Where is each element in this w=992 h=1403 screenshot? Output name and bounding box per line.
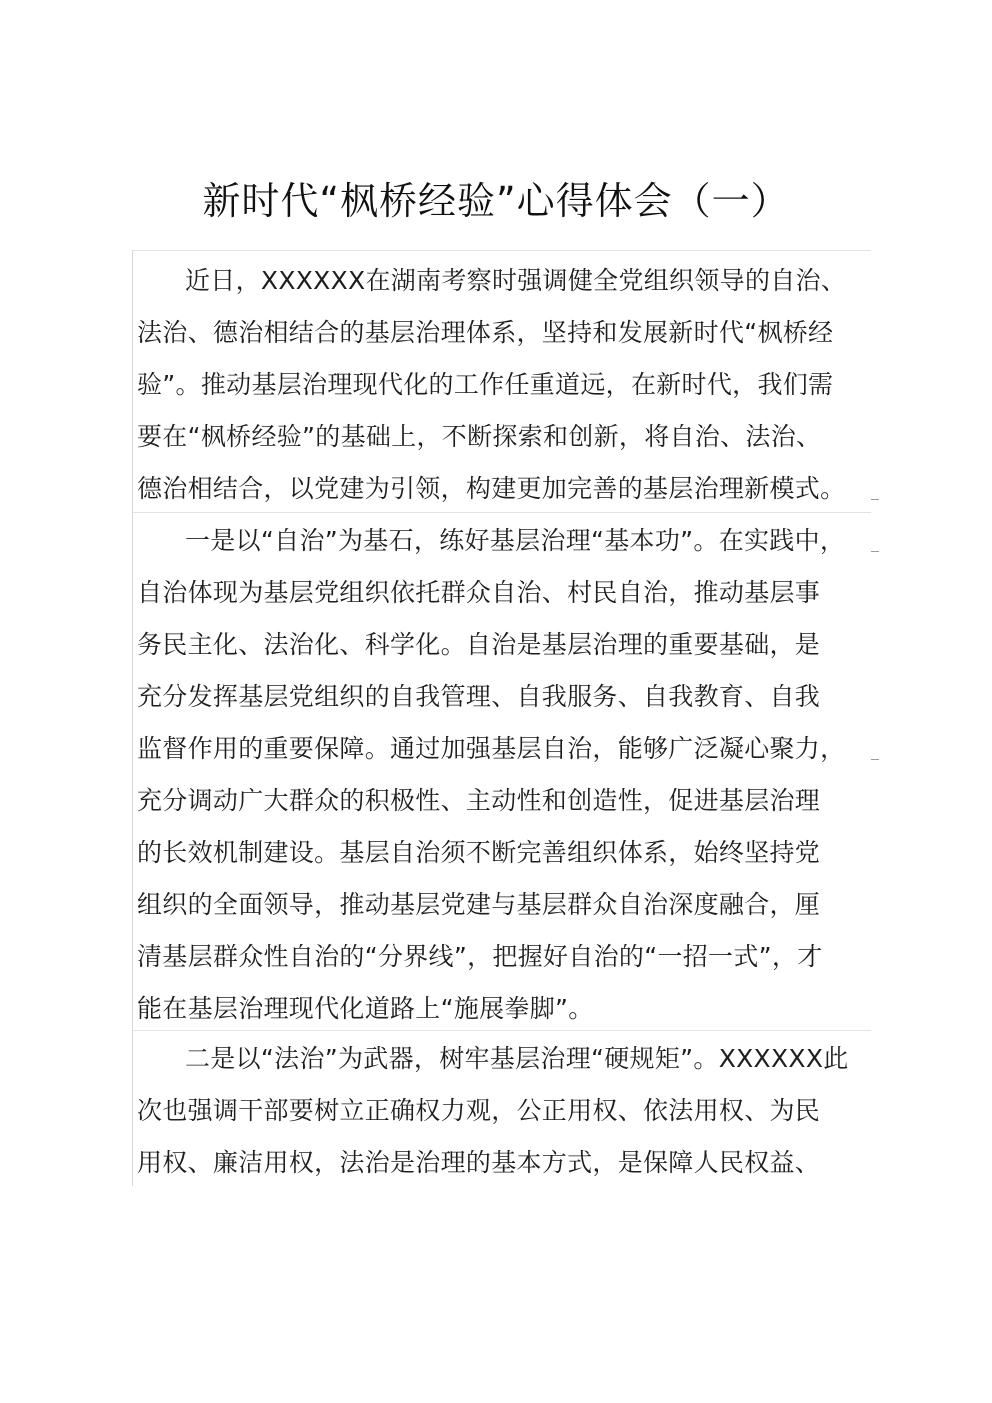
text-line: 验”。推动基层治理现代化的工作任重道远，在新时代，我们需 <box>137 370 834 399</box>
text-line: 充分调动广大群众的积极性、主动性和创造性，促进基层治理 <box>137 786 821 815</box>
text-line: 要在“枫桥经验”的基础上，不断探索和创新，将自治、法治、 <box>137 422 822 451</box>
text-line: 充分发挥基层党组织的自我管理、自我服务、自我教育、自我 <box>137 682 821 711</box>
text-line: 一是以“自治”为基石，练好基层治理“基本功”。在实践中， <box>185 526 846 555</box>
document-body <box>132 250 871 1186</box>
paragraph-mark <box>871 759 879 760</box>
document-title: 新时代“枫桥经验”心得体会（一） <box>202 179 790 223</box>
text-line: 组织的全面领导，推动基层党建与基层群众自治深度融合，厘 <box>137 890 821 919</box>
paragraph-2 <box>133 512 871 1031</box>
text-line: 法治、德治相结合的基层治理体系，坚持和发展新时代“枫桥经 <box>137 318 834 347</box>
text-line: 能在基层治理现代化道路上“施展拳脚”。 <box>137 994 594 1023</box>
text-line: 用权、廉洁用权，法治是治理的基本方式，是保障人民权益、 <box>137 1148 821 1177</box>
text-line: 的长效机制建设。基层自治须不断完善组织体系，始终坚持党 <box>137 838 821 867</box>
text-line: 自治体现为基层党组织依托群众自治、村民自治，推动基层事 <box>137 578 821 607</box>
paragraph-3 <box>133 1030 871 1187</box>
text-line: 清基层群众性自治的“分界线”，把握好自治的“一招一式”，才 <box>137 942 823 971</box>
paragraph-1 <box>133 250 871 511</box>
paragraph-mark <box>871 499 879 500</box>
text-line: 近日，XXXXXX在湖南考察时强调健全党组织领导的自治、 <box>185 266 847 295</box>
paragraph-mark <box>871 551 879 552</box>
text-line: 监督作用的重要保障。通过加强基层自治，能够广泛凝心聚力， <box>137 734 846 763</box>
text-line: 二是以“法治”为武器，树牢基层治理“硬规矩”。XXXXXX此 <box>185 1044 849 1073</box>
text-line: 次也强调干部要树立正确权力观，公正用权、依法用权、为民 <box>137 1096 821 1125</box>
text-line: 德治相结合，以党建为引领，构建更加完善的基层治理新模式。 <box>137 474 846 503</box>
text-line: 务民主化、法治化、科学化。自治是基层治理的重要基础，是 <box>137 630 821 659</box>
